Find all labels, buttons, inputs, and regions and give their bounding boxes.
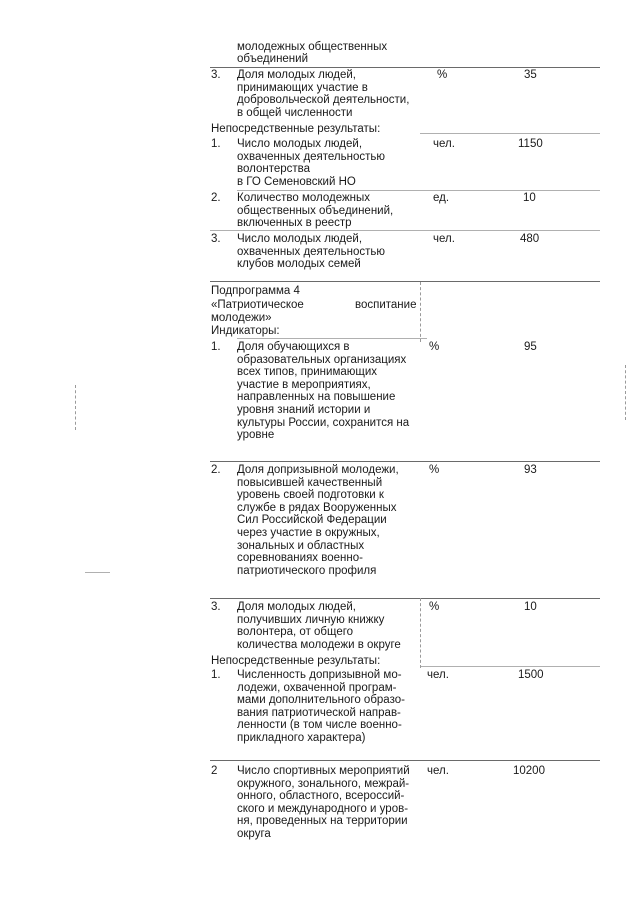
row-description — [237, 765, 420, 841]
row-value: 1150 — [518, 138, 543, 150]
row-description — [237, 341, 420, 442]
desc-line: вания патриотической направ- — [237, 706, 401, 719]
desc-line: зональных и областных — [237, 539, 365, 552]
row-number: 2. — [211, 192, 221, 204]
row-unit: ед. — [433, 192, 450, 204]
row-unit: чел. — [427, 765, 449, 777]
desc-line: получивших личную книжку — [237, 613, 385, 626]
desc-line: лодежи, охваченной програм- — [237, 681, 397, 694]
section-direct-results: Непосредственные результаты: — [211, 655, 381, 667]
row-value: 10 — [524, 601, 537, 613]
desc-line: Доля молодых людей, — [237, 601, 356, 613]
desc-line: добровольческой деятельности, — [237, 94, 410, 107]
desc-line: уровне — [237, 429, 275, 442]
row-unit: чел. — [427, 669, 449, 681]
desc-line: Число молодых людей, — [237, 233, 363, 245]
desc-line: культуры России, сохранится на — [237, 416, 410, 429]
desc-line: образовательных организациях — [237, 353, 407, 366]
desc-line: волонтера, от общего — [237, 626, 354, 639]
desc-line: патриотического профиля — [237, 564, 377, 577]
desc-line: направленных на повышение — [237, 391, 396, 404]
row-number: 3. — [211, 601, 221, 613]
desc-line: мами дополнительного образо- — [237, 694, 405, 707]
row-value: 480 — [520, 233, 540, 245]
desc-line: Количество молодежных — [237, 192, 371, 204]
row-description — [237, 233, 420, 271]
row-unit: % — [429, 601, 440, 613]
row-unit: % — [429, 464, 440, 476]
fragment-line-1: молодежных общественных — [237, 41, 388, 53]
desc-line: количества молодежи в округе — [237, 638, 401, 651]
row-value: 1500 — [518, 669, 544, 681]
row-number: 2. — [211, 464, 221, 476]
desc-line: всех типов, принимающих — [237, 366, 378, 379]
row-divider — [237, 338, 427, 339]
row-value: 10200 — [513, 765, 545, 777]
section-direct-results: Непосредственные результаты: — [211, 123, 381, 135]
row-divider — [210, 230, 600, 231]
desc-line: общественных объединений, — [237, 204, 394, 217]
desc-line: через участие в окружных, — [237, 526, 380, 539]
row-value: 10 — [523, 192, 536, 204]
desc-line: Доля молодых людей, — [237, 69, 356, 81]
desc-line: соревнованиях военно- — [237, 552, 363, 565]
desc-line: Доля допризывной молодежи, — [237, 464, 399, 476]
subprogram-name-part: молодежи» — [211, 312, 272, 324]
row-number: 3. — [211, 233, 221, 245]
desc-line: уровня знаний истории и — [237, 403, 371, 416]
row-number: 2 — [211, 765, 218, 777]
desc-line: клубов молодых семей — [237, 258, 361, 271]
row-number: 1. — [211, 669, 221, 681]
desc-line: в ГО Семеновский НО — [237, 175, 356, 188]
desc-line: Число молодых людей, — [237, 138, 363, 150]
row-description — [237, 601, 420, 651]
row-description — [237, 669, 420, 745]
desc-line: в общей численности — [237, 106, 353, 119]
desc-line: участие в мероприятиях, — [237, 378, 371, 391]
row-description — [237, 69, 420, 119]
desc-line: округа — [237, 827, 271, 840]
column-separator — [420, 598, 421, 668]
desc-line: волонтерства — [237, 163, 311, 176]
row-number: 1. — [211, 341, 221, 353]
row-divider — [420, 133, 600, 134]
subprogram-name-part: «Патриотическое — [211, 299, 304, 311]
desc-line: Численность допризывной мо- — [237, 669, 402, 681]
desc-line: ского и международного и уров- — [237, 802, 409, 815]
row-number: 3. — [211, 69, 221, 81]
subprogram-name-part: воспитание — [355, 299, 417, 311]
row-divider — [210, 67, 600, 68]
desc-line: Доля обучающихся в — [237, 341, 350, 353]
desc-line: ленности (в том числе военно- — [237, 719, 402, 732]
desc-line: службе в рядах Вооруженных — [237, 501, 397, 514]
desc-line: включенных в реестр — [237, 217, 352, 230]
desc-line: онного, областного, всероссий- — [237, 790, 405, 803]
row-description — [237, 464, 420, 577]
desc-line: охваченных деятельностью — [237, 150, 386, 163]
row-description — [237, 138, 420, 188]
desc-line: Число спортивных мероприятий — [237, 765, 410, 777]
row-unit: % — [429, 341, 440, 353]
subprogram-title: Подпрограмма 4 — [211, 285, 300, 297]
section-indicators: Индикаторы: — [211, 325, 280, 337]
row-unit: % — [437, 69, 448, 81]
scan-artifact — [85, 572, 110, 573]
row-divider — [420, 666, 600, 667]
desc-line: прикладного характера) — [237, 731, 366, 744]
row-description — [237, 192, 420, 230]
desc-line: Сил Российской Федерации — [237, 514, 387, 527]
row-value: 35 — [524, 69, 537, 81]
desc-line: принимающих участие в — [237, 81, 368, 94]
fragment-line-2: объединений — [237, 53, 309, 65]
row-value: 93 — [524, 464, 537, 476]
row-number: 1. — [211, 138, 221, 150]
desc-line: уровень своей подготовки к — [237, 489, 384, 502]
desc-line: охваченных деятельностью — [237, 245, 386, 258]
row-unit: чел. — [433, 233, 455, 245]
row-unit: чел. — [433, 138, 455, 150]
scan-artifact — [625, 365, 626, 420]
desc-line: окружного, зонального, межрай- — [237, 777, 410, 790]
column-separator — [420, 282, 421, 342]
section-divider — [210, 281, 600, 282]
row-value: 95 — [524, 341, 537, 353]
row-divider — [237, 190, 600, 191]
desc-line: повысившей качественный — [237, 476, 383, 489]
row-divider — [210, 760, 600, 761]
row-divider — [210, 461, 600, 462]
desc-line: ня, проведенных на территории — [237, 815, 408, 828]
scan-artifact — [75, 385, 76, 430]
row-divider — [210, 598, 600, 599]
